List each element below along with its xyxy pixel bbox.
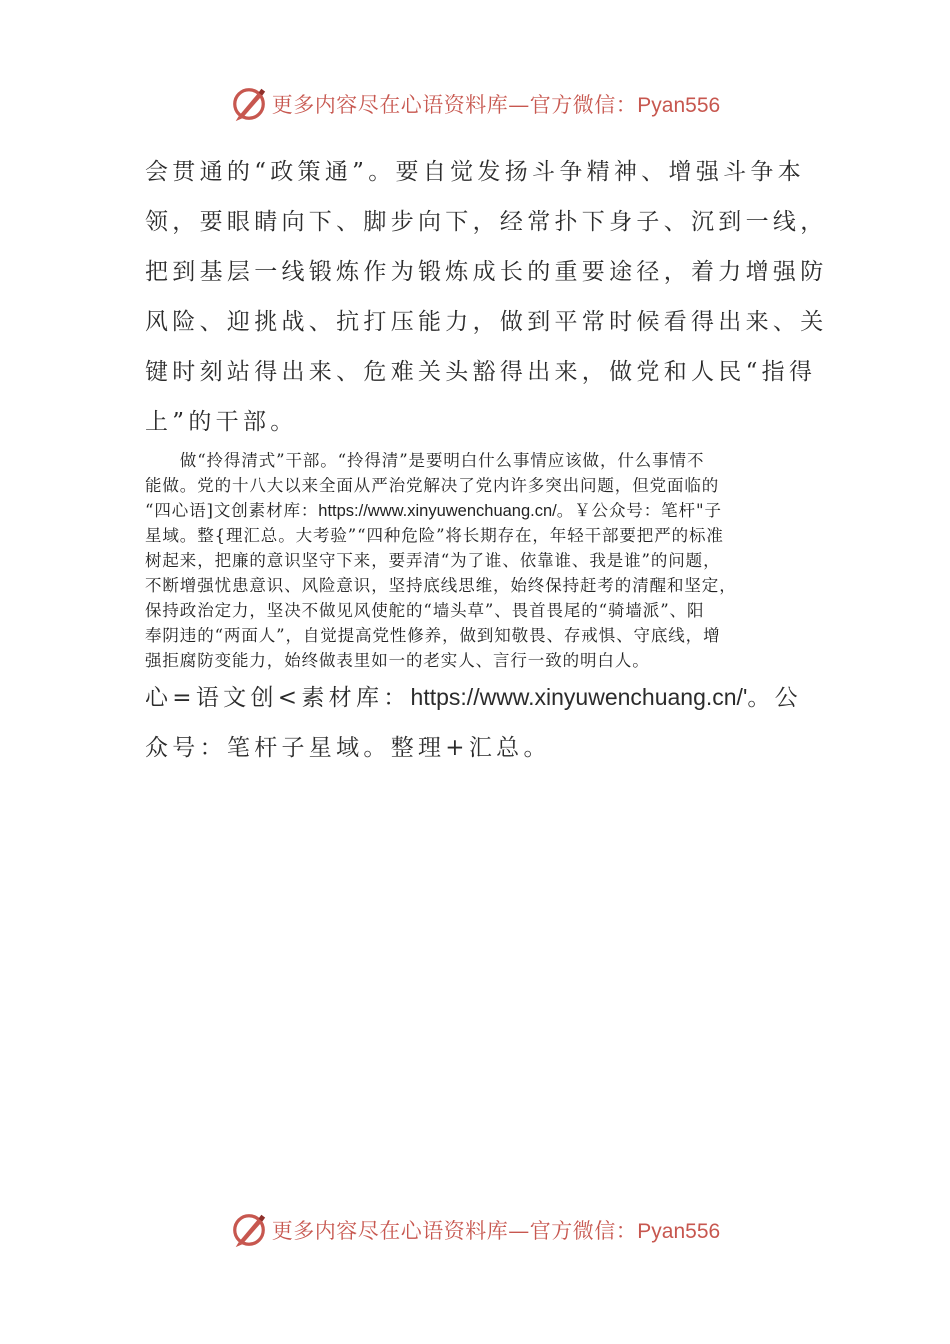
footer-banner-label: 更多内容尽在心语资料库—官方微信：: [271, 1219, 638, 1243]
paragraph-1-line: 上”的干部。: [145, 409, 298, 435]
paragraph-2-line: 星域。整{理汇总。大考验”“四种危险”将长期存在，年轻干部要把严的标准: [145, 526, 724, 545]
paragraph-1-line: 键时刻站得出来、危难关头豁得出来，做党和人民“指得: [145, 359, 817, 385]
header-wechat-id: Pyan556: [637, 94, 721, 117]
header-banner: [0, 82, 950, 126]
paragraph-1-line: 风险、迎挑战、抗打压能力，做到平常时候看得出来、关: [145, 309, 828, 335]
paragraph-2-line: 能做。党的十八大以来全面从严治党解决了党内许多突出问题，但党面临的: [145, 476, 720, 495]
footer-wechat-id: Pyan556: [637, 1220, 721, 1243]
paragraph-2-line: 强拒腐防变能力，始终做表里如一的老实人、言行一致的明白人。: [145, 651, 650, 670]
paragraph-2-line: 做“拎得清式”干部。“拎得清”是要明白什么事情应该做，什么事情不: [145, 451, 705, 470]
header-banner-text: [272, 89, 720, 119]
pen-logo-icon: [230, 1211, 268, 1249]
paragraph-2-line: 奉阴违的“两面人”，自觉提高党性修养，做到知敬畏、存戒惧、守底线，增: [145, 626, 721, 645]
paragraph-1-line: 领，要眼睛向下、脚步向下，经常扑下身子、沉到一线，: [145, 209, 828, 235]
paragraph-2-line: 不断增强忧患意识、风险意识，坚持底线思维，始终保持赶考的清醒和坚定，: [145, 576, 737, 595]
paragraph-3-line: 众号：笔杆子星域。整理+汇总。: [145, 735, 551, 761]
paragraph-1-line: 会贯通的“政策通”。要自觉发扬斗争精神、增强斗争本: [145, 159, 806, 185]
pen-logo-icon: [230, 85, 268, 123]
paragraph-3-line: 心=语文创<素材库：https://www.xinyuwenchuang.cn/'。公: [145, 684, 802, 711]
paragraph-1-line: 把到基层一线锻炼作为锻炼成长的重要途径，着力增强防: [145, 259, 828, 285]
paragraph-2-line: “四心语]文创素材库：https://www.xinyuwenchuang.cn/。￥公众号：笔杆"子: [145, 501, 722, 520]
footer-banner-text: [272, 1215, 720, 1245]
paragraph-2-line: 树起来，把廉的意识坚守下来，要弄清“为了谁、依靠谁、我是谁”的问题，: [145, 551, 721, 570]
paragraph-2-line: 保持政治定力，坚决不做见风使舵的“墙头草”、畏首畏尾的“骑墙派”、阳: [145, 601, 705, 620]
header-banner-label: 更多内容尽在心语资料库—官方微信：: [271, 93, 638, 117]
footer-banner: [0, 1208, 950, 1252]
